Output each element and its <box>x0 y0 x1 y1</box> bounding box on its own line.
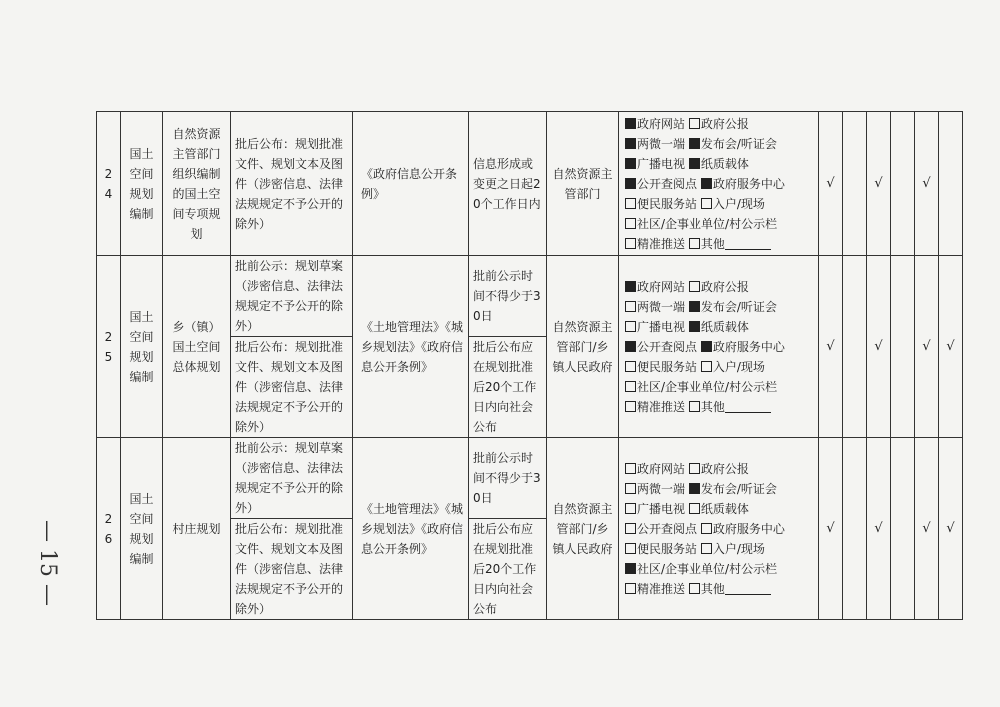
channel-line <box>625 377 812 397</box>
check-mark <box>939 112 963 256</box>
check-mark: √ <box>819 256 843 438</box>
check-mark: √ <box>939 256 963 438</box>
unchecked-box-icon <box>689 583 700 594</box>
table-row <box>97 256 963 337</box>
unchecked-box-icon <box>625 381 636 392</box>
channel-label: 政府服务中心 <box>712 521 785 536</box>
checked-box-icon <box>625 138 636 149</box>
channel-line <box>625 539 812 559</box>
basis-cell: 《政府信息公开条例》 <box>353 112 469 256</box>
unchecked-box-icon <box>625 523 636 534</box>
category-cell: 国土空间规划编制 <box>121 112 163 256</box>
channel-label: 其他 <box>700 399 725 414</box>
channel-label: 纸质载体 <box>700 501 749 516</box>
channel-line <box>625 277 812 297</box>
content-cell: 批后公布：规划批准文件、规划文本及图件（涉密信息、法律法规规定不予公开的除外） <box>231 337 353 438</box>
unchecked-box-icon <box>625 583 636 594</box>
check-mark <box>891 256 915 438</box>
channel-line <box>625 214 812 234</box>
channel-label: 政府公报 <box>700 279 749 294</box>
channel-label: 入户/现场 <box>712 196 765 211</box>
checked-box-icon <box>625 118 636 129</box>
channel-label: 精准推送 <box>637 581 686 596</box>
channel-line <box>625 194 812 214</box>
content-cell: 批后公布：规划批准文件、规划文本及图件（涉密信息、法律法规规定不予公开的除外） <box>231 112 353 256</box>
unchecked-box-icon <box>625 543 636 554</box>
channel-line <box>625 519 812 539</box>
fill-in-blank <box>725 400 771 413</box>
channel-label: 社区/企事业单位/村公示栏 <box>637 216 778 231</box>
unchecked-box-icon <box>701 361 712 372</box>
channel-label: 发布会/听证会 <box>700 136 777 151</box>
unchecked-box-icon <box>701 198 712 209</box>
channel-label: 政府网站 <box>637 279 686 294</box>
category-cell: 国土空间规划编制 <box>121 438 163 620</box>
checked-box-icon <box>625 158 636 169</box>
unchecked-box-icon <box>625 503 636 514</box>
channel-label: 精准推送 <box>637 236 686 251</box>
channel-line <box>625 174 812 194</box>
item-cell: 村庄规划 <box>163 438 231 620</box>
page-number: — 15 — <box>35 520 60 606</box>
channel-label: 政府网站 <box>637 461 686 476</box>
fill-in-blank <box>725 237 771 250</box>
channel-line <box>625 134 812 154</box>
channel-label: 入户/现场 <box>712 359 765 374</box>
unchecked-box-icon <box>625 238 636 249</box>
category-cell: 国土空间规划编制 <box>121 256 163 438</box>
channel-label: 其他 <box>700 581 725 596</box>
checked-box-icon <box>625 341 636 352</box>
checked-box-icon <box>625 563 636 574</box>
channel-label: 两微一端 <box>637 299 686 314</box>
channel-line <box>625 357 812 377</box>
table-row <box>97 438 963 519</box>
item-cell: 乡（镇）国土空间总体规划 <box>163 256 231 438</box>
checked-box-icon <box>689 138 700 149</box>
row-number: 25 <box>97 256 121 438</box>
channel-label: 入户/现场 <box>712 541 765 556</box>
checked-box-icon <box>689 483 700 494</box>
check-mark: √ <box>867 256 891 438</box>
time-cell: 信息形成或变更之日起20个工作日内 <box>469 112 547 256</box>
unchecked-box-icon <box>689 118 700 129</box>
unchecked-box-icon <box>701 523 712 534</box>
channel-label: 广播电视 <box>637 319 686 334</box>
unchecked-box-icon <box>689 238 700 249</box>
department-cell: 自然资源主管部门/乡镇人民政府 <box>547 438 619 620</box>
content-cell: 批前公示：规划草案（涉密信息、法律法规规定不予公开的除外） <box>231 438 353 519</box>
department-cell: 自然资源主管部门 <box>547 112 619 256</box>
channel-label: 广播电视 <box>637 501 686 516</box>
checked-box-icon <box>625 281 636 292</box>
unchecked-box-icon <box>625 321 636 332</box>
check-mark: √ <box>819 112 843 256</box>
channel-line <box>625 317 812 337</box>
channel-label: 纸质载体 <box>700 156 749 171</box>
check-mark: √ <box>915 438 939 620</box>
channel-line <box>625 579 812 599</box>
channel-line <box>625 337 812 357</box>
checked-box-icon <box>689 321 700 332</box>
channel-label: 发布会/听证会 <box>700 481 777 496</box>
channel-line <box>625 154 812 174</box>
check-mark <box>843 112 867 256</box>
check-mark <box>843 256 867 438</box>
time-cell: 批后公布应在规划批准后20个工作日内向社会公布 <box>469 519 547 620</box>
channels-cell <box>619 438 819 620</box>
channel-label: 纸质载体 <box>700 319 749 334</box>
channel-label: 社区/企事业单位/村公示栏 <box>637 379 778 394</box>
channel-label: 社区/企事业单位/村公示栏 <box>637 561 778 576</box>
channel-label: 政府服务中心 <box>712 176 785 191</box>
basis-cell: 《土地管理法》《城乡规划法》《政府信息公开条例》 <box>353 256 469 438</box>
check-mark <box>891 438 915 620</box>
channel-line <box>625 479 812 499</box>
channel-label: 便民服务站 <box>637 359 698 374</box>
channel-label: 政府服务中心 <box>712 339 785 354</box>
content-cell: 批后公布：规划批准文件、规划文本及图件（涉密信息、法律法规规定不予公开的除外） <box>231 519 353 620</box>
channel-line <box>625 234 812 254</box>
unchecked-box-icon <box>689 401 700 412</box>
unchecked-box-icon <box>689 281 700 292</box>
unchecked-box-icon <box>625 483 636 494</box>
check-mark: √ <box>819 438 843 620</box>
check-mark <box>891 112 915 256</box>
disclosure-table <box>96 111 963 620</box>
item-cell: 自然资源主管部门组织编制的国土空间专项规划 <box>163 112 231 256</box>
check-mark: √ <box>915 256 939 438</box>
row-number: 26 <box>97 438 121 620</box>
check-mark: √ <box>915 112 939 256</box>
unchecked-box-icon <box>625 401 636 412</box>
check-mark: √ <box>867 438 891 620</box>
channel-line <box>625 459 812 479</box>
channel-label: 公开查阅点 <box>637 176 698 191</box>
time-cell: 批前公示时间不得少于30日 <box>469 256 547 337</box>
channel-label: 政府公报 <box>700 116 749 131</box>
checked-box-icon <box>701 178 712 189</box>
row-number: 24 <box>97 112 121 256</box>
unchecked-box-icon <box>625 463 636 474</box>
basis-cell: 《土地管理法》《城乡规划法》《政府信息公开条例》 <box>353 438 469 620</box>
table-body <box>97 112 963 620</box>
unchecked-box-icon <box>625 301 636 312</box>
check-mark: √ <box>867 112 891 256</box>
channel-label: 其他 <box>700 236 725 251</box>
channel-label: 发布会/听证会 <box>700 299 777 314</box>
channel-label: 两微一端 <box>637 481 686 496</box>
channel-label: 广播电视 <box>637 156 686 171</box>
channel-line <box>625 499 812 519</box>
channels-cell <box>619 256 819 438</box>
unchecked-box-icon <box>625 218 636 229</box>
channel-line <box>625 297 812 317</box>
channel-line <box>625 114 812 134</box>
checked-box-icon <box>625 178 636 189</box>
table-row <box>97 112 963 256</box>
unchecked-box-icon <box>701 543 712 554</box>
channel-label: 政府网站 <box>637 116 686 131</box>
channel-label: 便民服务站 <box>637 196 698 211</box>
channel-label: 精准推送 <box>637 399 686 414</box>
unchecked-box-icon <box>689 463 700 474</box>
channel-label: 政府公报 <box>700 461 749 476</box>
check-mark <box>843 438 867 620</box>
unchecked-box-icon <box>625 198 636 209</box>
channel-label: 便民服务站 <box>637 541 698 556</box>
check-mark: √ <box>939 438 963 620</box>
channel-line <box>625 559 812 579</box>
unchecked-box-icon <box>689 503 700 514</box>
channels-cell <box>619 112 819 256</box>
time-cell: 批前公示时间不得少于30日 <box>469 438 547 519</box>
content-cell: 批前公示：规划草案（涉密信息、法律法规规定不予公开的除外） <box>231 256 353 337</box>
channel-label: 公开查阅点 <box>637 339 698 354</box>
unchecked-box-icon <box>625 361 636 372</box>
time-cell: 批后公布应在规划批准后20个工作日内向社会公布 <box>469 337 547 438</box>
checked-box-icon <box>689 301 700 312</box>
checked-box-icon <box>689 158 700 169</box>
channel-label: 两微一端 <box>637 136 686 151</box>
channel-label: 公开查阅点 <box>637 521 698 536</box>
fill-in-blank <box>725 582 771 595</box>
checked-box-icon <box>701 341 712 352</box>
department-cell: 自然资源主管部门/乡镇人民政府 <box>547 256 619 438</box>
channel-line <box>625 397 812 417</box>
